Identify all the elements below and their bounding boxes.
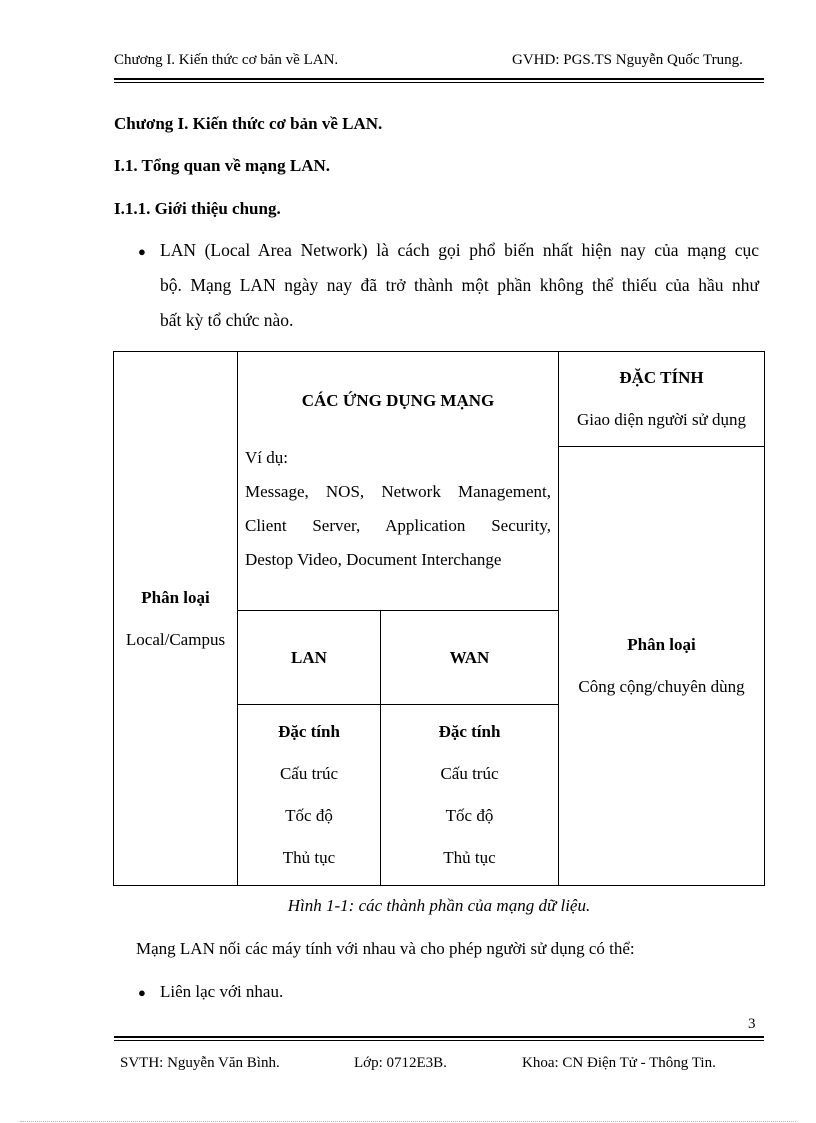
intro-line-1: LAN (Local Area Network) là cách gọi phổ biến nhất hiện nay của mạng cục [160, 240, 759, 260]
lan-cell: LAN [238, 611, 381, 705]
wan-prop-structure: Cấu trúc [440, 764, 499, 783]
example-line-2: Client Server, Application Security, [245, 515, 551, 535]
left-category-cell [114, 352, 238, 886]
lan-prop-structure: Cấu trúc [279, 764, 339, 783]
figure-caption: Hình 1-1: các thành phần của mạng dữ liệu. [287, 896, 591, 915]
example-label: Ví dụ: [245, 447, 288, 467]
wan-prop-protocol: Thủ tục [443, 848, 496, 867]
bullet-communicate: Liên lạc với nhau. [160, 982, 284, 1001]
lan-props-cell [238, 705, 381, 886]
chapter-heading: Chương I. Kiến thức cơ bản về LAN. [114, 114, 383, 133]
apps-title-cell [238, 352, 559, 449]
footer-faculty: Khoa: CN Điện Tử - Thông Tin. [522, 1055, 716, 1071]
footer-class: Lớp: 0712E3B. [354, 1055, 447, 1071]
wan-cell: WAN [381, 611, 559, 705]
lan-prop-protocol: Thủ tục [282, 848, 336, 867]
bullet-icon: ● [138, 244, 146, 259]
footer-rule-thin [114, 1040, 764, 1041]
examples-cell [238, 449, 559, 611]
lan-prop-speed: Tốc độ [285, 806, 333, 825]
props-sub: Giao diện người sử dụng [576, 410, 747, 429]
body-paragraph: Mạng LAN nối các máy tính với nhau và cho phép người sử dụng có thể: [136, 939, 635, 958]
props-title-cell [559, 352, 765, 447]
header-chapter: Chương I. Kiến thức cơ bản về LAN. [114, 52, 339, 68]
section-heading: I.1. Tổng quan về mạng LAN. [114, 156, 331, 175]
intro-line-3: bất kỳ tổ chức nào. [160, 310, 294, 330]
wan-props-cell [381, 705, 559, 886]
right-category-title: Phân loại [627, 635, 696, 654]
apps-title: CÁC ỨNG DỤNG MẠNG [301, 391, 495, 411]
page-bottom-divider [20, 1121, 796, 1122]
example-line-1: Message, NOS, Network Management, [245, 481, 551, 501]
left-category-sub: Local/Campus [125, 629, 226, 649]
right-category-sub: Công cộng/chuyên dùng [578, 677, 745, 696]
left-category-title: Phân loại [141, 587, 210, 607]
footer-rule [114, 1036, 764, 1038]
page-number: 3 [748, 1016, 756, 1032]
footer-student: SVTH: Nguyễn Văn Bình. [120, 1055, 280, 1071]
right-category-cell [559, 447, 765, 886]
intro-line-2: bộ. Mạng LAN ngày nay đã trở thành một phần không thể thiếu của hầu như [160, 275, 759, 295]
wan-props-title: Đặc tính [438, 722, 501, 741]
network-table [113, 351, 765, 886]
bullet-icon-2: ● [138, 985, 146, 1000]
header-advisor: GVHD: PGS.TS Nguyễn Quốc Trung. [512, 52, 743, 68]
subsection-heading: I.1.1. Giới thiệu chung. [114, 199, 281, 218]
header-rule-thin [114, 82, 764, 83]
wan-prop-speed: Tốc độ [445, 806, 494, 825]
example-line-3: Destop Video, Document Interchange [245, 549, 502, 569]
header-rule [114, 78, 764, 80]
lan-props-title: Đặc tính [278, 722, 340, 741]
props-title: ĐẶC TÍNH [619, 368, 704, 387]
